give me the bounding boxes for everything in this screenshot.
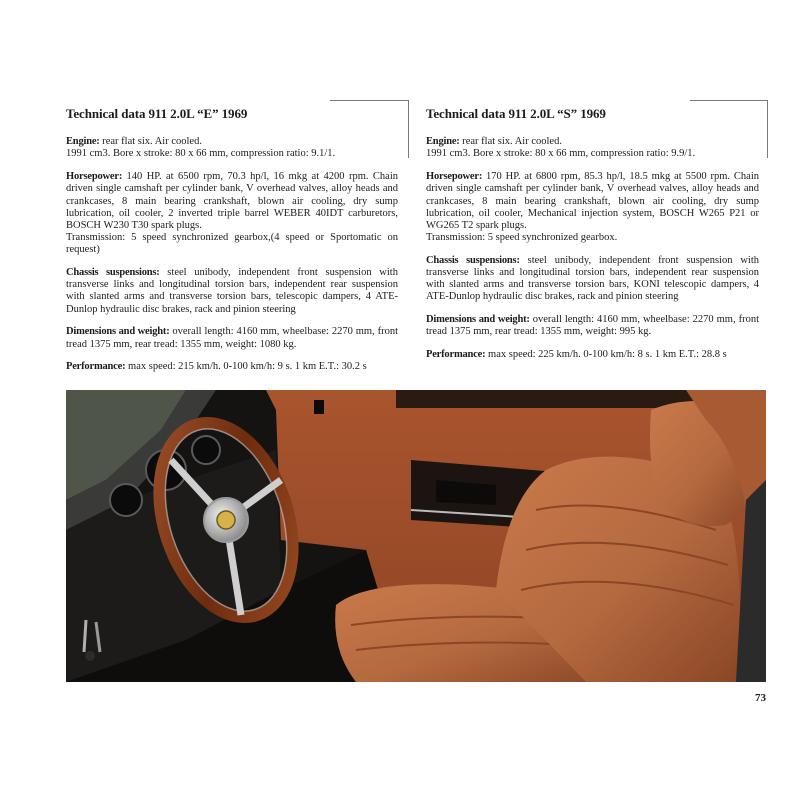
chassis-label: Chassis suspensions: (426, 254, 520, 266)
left-column-rule (408, 100, 409, 158)
horsepower-text: 140 HP. at 6500 rpm, 70.3 hp/l, 16 mkg at 4200 rpm. Chain driven single camshaft per cylinder bank, V overhead valves, alloy heads and crankcases, 8 main bearing crankshaft, blown air cooling, dry sump lubrication, oil cooler, 2 inverted triple barrel WEBER 40IDT carburetors, BOSCH W230 T30 spark plugs. (66, 171, 398, 231)
dimensions-text: overall length: 4160 mm, wheelbase: 2270 mm, front tread 1375 mm, rear tread: 1355 mm, weight: 1080 kg. (66, 326, 398, 350)
engine-label: Engine: (426, 136, 460, 148)
chassis-text: steel unibody, independent front suspension with transverse links and longitudinal torsion bars, independent rear suspension with slanted arms and transverse torsion bars, KONI telescopic dampers, 4 ATE-Dunlop hydraulic disc brakes, rack and pinion steering (426, 254, 759, 303)
performance-label: Performance: (66, 361, 126, 373)
performance-spec (66, 361, 398, 373)
spec-column-e (66, 108, 398, 384)
engine-label: Engine: (66, 136, 100, 148)
horsepower-spec (426, 171, 759, 244)
performance-text: max speed: 225 km/h. 0-100 km/h: 8 s. 1 km E.T.: 28.8 s (485, 349, 727, 361)
gauge (192, 436, 220, 464)
gauge (110, 484, 142, 516)
transmission-text: Transmission: 5 speed synchronized gearbox,(4 speed or Sportomatic on request) (66, 232, 398, 256)
engine-detail: 1991 cm3. Bore x stroke: 80 x 66 mm, compression ratio: 9.1/1. (66, 148, 336, 160)
engine-spec (426, 136, 759, 160)
interior-illustration (66, 390, 766, 682)
dimensions-text: overall length: 4160 mm, wheelbase: 2270 mm, front tread 1375 mm, rear tread: 1355 mm, weight: 995 kg. (426, 314, 759, 338)
transmission-text: Transmission: 5 speed synchronized gearbox. (426, 232, 618, 244)
engine-spec (66, 136, 398, 160)
dimensions-label: Dimensions and weight: (66, 326, 170, 338)
right-column-rule-top (690, 100, 768, 101)
chassis-spec (66, 267, 398, 316)
engine-detail: 1991 cm3. Bore x stroke: 80 x 66 mm, compression ratio: 9.9/1. (426, 148, 696, 160)
spec-title-s: Technical data 911 2.0L “S” 1969 (426, 106, 606, 121)
interior-photo (66, 390, 766, 682)
performance-label: Performance: (426, 349, 486, 361)
horsepower-label: Horsepower: (426, 171, 483, 183)
horsepower-label: Horsepower: (66, 171, 123, 183)
spec-title-e: Technical data 911 2.0L “E” 1969 (66, 106, 248, 121)
dimensions-spec (66, 326, 398, 350)
engine-text: rear flat six. Air cooled. (459, 136, 562, 148)
door-lock-knob (314, 400, 324, 414)
page-number: 73 (755, 692, 766, 704)
dimensions-spec (426, 314, 759, 338)
chassis-text: steel unibody, independent front suspension with transverse links and longitudinal torsion bars, independent rear suspension with slanted arms and transverse torsion bars, telescopic dampers, 4 ATE-Dunlop hydraulic disc brakes, rack and pinion steering (66, 267, 398, 315)
chassis-spec (426, 255, 759, 304)
engine-text: rear flat six. Air cooled. (99, 136, 202, 148)
performance-text: max speed: 215 km/h. 0-100 km/h: 9 s. 1 km E.T.: 30.2 s (125, 361, 367, 373)
chassis-label: Chassis suspensions: (66, 267, 160, 279)
horsepower-text: 170 HP. at 6800 rpm, 85.3 hp/l, 18.5 mkg at 5500 rpm. Chain driven single camshaft per cylinder bank, V overhead valves, alloy heads and crankcases, 8 main bearing crankshaft, blown air cooling, dry sump lubrication, oil cooler, Mechanical injection system, BOSCH W265 P21 or WG265 T2 spark plugs. (426, 171, 759, 231)
dimensions-label: Dimensions and weight: (426, 314, 530, 326)
right-column-rule (767, 100, 768, 158)
horsepower-spec (66, 171, 398, 256)
spec-column-s (426, 108, 759, 372)
left-column-rule-top (330, 100, 409, 101)
performance-spec (426, 349, 759, 361)
